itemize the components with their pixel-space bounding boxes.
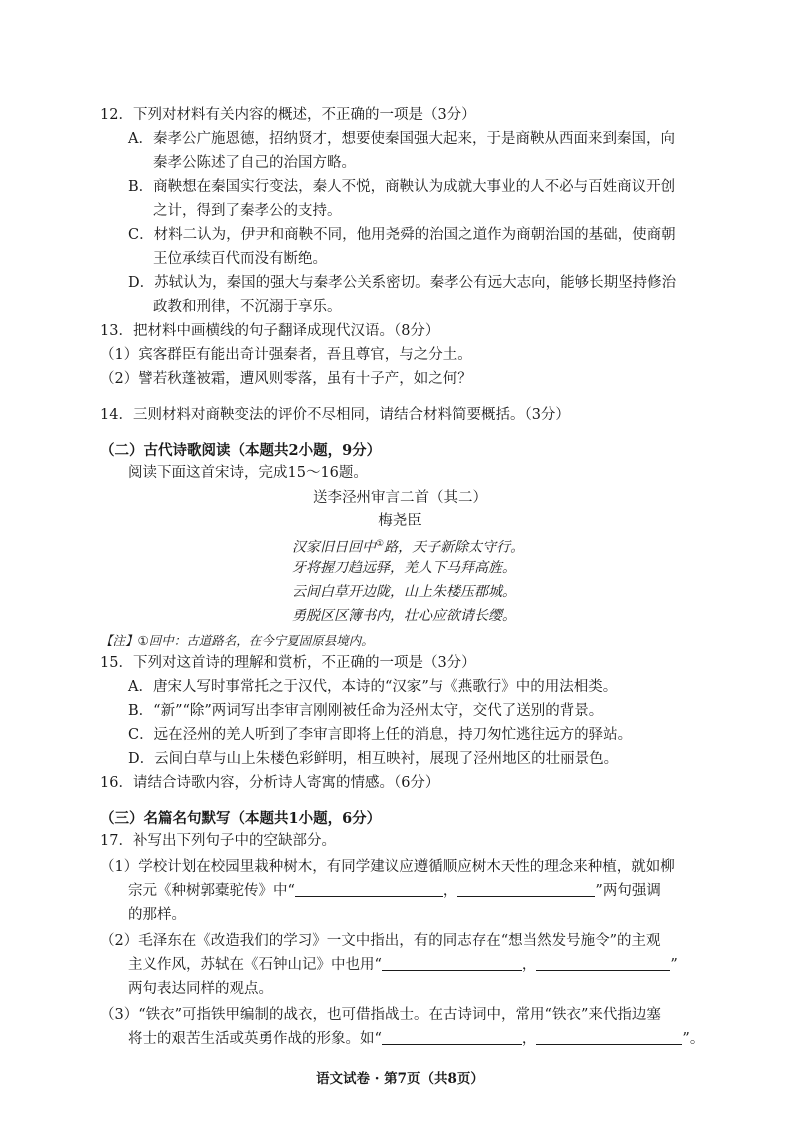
q15-stem: 15．下列对这首诗的理解和赏析，不正确的一项是（3分） [100,655,476,671]
poem-footnote: 【注】①回中：古道路名，在今宁夏固原县境内。 [100,633,374,648]
q12-option-b-line2: 之计，得到了秦孝公的支持。 [153,203,342,219]
q13-sentence-2: （2）譬若秋蓬被霜，遭风则零落，虽有十子产，如之何？ [100,371,472,387]
q17-item-1-suffix: ”两句强调 [595,883,661,899]
q17-item-3-blank-2[interactable] [536,1029,682,1045]
q13-sentence-1: （1）宾客群臣有能出奇计强秦者，吾且尊官，与之分土。 [100,347,472,363]
section2-intro: 阅读下面这首宋诗，完成15～16题。 [128,465,368,481]
poem-title: 送李泾州审言二首（其二） [313,490,487,506]
q17-item-3-line2 [128,1028,704,1050]
q17-item-1-line1: （1）学校计划在校园里栽种树木，有同学建议应遵循顺应树木天性的理念来种植，就如柳 [100,859,675,875]
q17-item-3-prefix: 将士的艰苦生活或英勇作战的形象。如“ [128,1031,382,1047]
q15-option-b: B．“新”“除”两词写出李审言刚刚被任命为泾州太守，交代了送别的背景。 [128,703,604,719]
q17-item-2-line2 [128,954,678,976]
section3-heading: （三）名篇名句默写（本题共1小题，6分） [100,810,382,827]
q17-item-2-line1: （2）毛泽东在《改造我们的学习》一文中指出，有的同志存在“想当然发号施令”的主观 [100,933,661,949]
q17-item-1-blank-1[interactable] [295,881,443,897]
q17-item-2-comma: ， [521,957,537,973]
q12-option-d-line1: D．苏轼认为，秦国的强大与秦孝公关系密切。秦孝公有远大志向，能够长期坚持修治 [128,275,677,291]
q17-item-3-line1: （3）“铁衣”可指铁甲编制的战衣，也可借指战士。在古诗词中，常用“铁衣”来代指边塞 [100,1007,661,1023]
q12-option-c-line1: C．材料二认为，伊尹和商鞅不同，他用尧舜的治国之道作为商朝治国的基础，使商朝 [128,227,676,243]
q15-option-d: D．云间白草与山上朱楼色彩鲜明，相互映衬，展现了泾州地区的壮丽景色。 [128,751,619,767]
q17-item-3-blank-1[interactable] [382,1029,522,1045]
poem-line-2: 牙将握刀趋远驿，羌人下马拜高旌。 [292,560,516,576]
page-footer: 语文试卷 · 第7页（共8页） [316,1071,484,1087]
poem-author: 梅尧臣 [378,513,422,529]
q15-option-a: A．唐宋人写时事常托之于汉代，本诗的“汉家”与《燕歌行》中的用法相类。 [128,679,618,695]
poem-line-3: 云间白草开边陇，山上朱楼压郡城。 [292,584,516,600]
q17-item-1-prefix: 宗元《种树郭橐驼传》中“ [128,883,295,899]
poem-note-marker: ① [376,539,385,549]
q12-option-a-line1: A．秦孝公广施恩德，招纳贤才，想要使秦国强大起来，于是商鞅从西面来到秦国，向 [128,131,675,147]
q17-item-1-comma: ， [442,883,458,899]
q17-item-2-blank-1[interactable] [382,955,522,971]
q17-item-1-line2 [128,880,661,902]
q17-stem: 17．补写出下列句子中的空缺部分。 [100,833,336,849]
q12-option-d-line2: 政教和刑律，不沉溺于享乐。 [153,299,342,315]
q17-item-2-line3: 两句表达同样的观点。 [128,981,273,997]
q17-item-2-prefix: 主义作风，苏轼在《石钟山记》中也用“ [128,957,382,973]
q12-option-a-line2: 秦孝公陈述了自己的治国方略。 [153,155,356,171]
q17-item-3-comma: ， [521,1031,537,1047]
q17-item-1-line3: 的那样。 [128,907,186,923]
q17-item-1-blank-2[interactable] [457,881,595,897]
q17-item-2-blank-2[interactable] [536,955,670,971]
q12-option-b-line1: B．商鞅想在秦国实行变法，秦人不悦，商鞅认为成就大事业的人不必与百姓商议开创 [128,179,676,195]
q12-option-c-line2: 王位承续百代而没有断绝。 [153,251,327,267]
q13-stem: 13．把材料中画横线的句子翻译成现代汉语。（8分） [100,323,440,339]
q14-stem: 14．三则材料对商鞅变法的评价不尽相同，请结合材料简要概括。（3分） [100,407,570,423]
section2-heading: （二）古代诗歌阅读（本题共2小题，9分） [100,442,382,459]
q17-item-3-suffix: ”。 [682,1031,705,1047]
poem-line-4: 勇脱区区簿书内，壮心应欲请长缨。 [292,608,516,624]
q12-stem: 12．下列对材料有关内容的概述，不正确的一项是（3分） [100,107,476,123]
poem-line-1a: 汉家旧日回中 [292,539,376,556]
q16-stem: 16．请结合诗歌内容，分析诗人寄寓的情感。（6分） [100,775,440,791]
q15-option-c: C．远在泾州的羌人听到了李审言即将上任的消息，持刀匆忙逃往远方的驿站。 [128,727,633,743]
poem-line-1b: 路，天子新除太守行。 [384,539,525,556]
q17-item-2-suffix: ” [670,957,678,973]
poem-line-1 [292,533,524,559]
